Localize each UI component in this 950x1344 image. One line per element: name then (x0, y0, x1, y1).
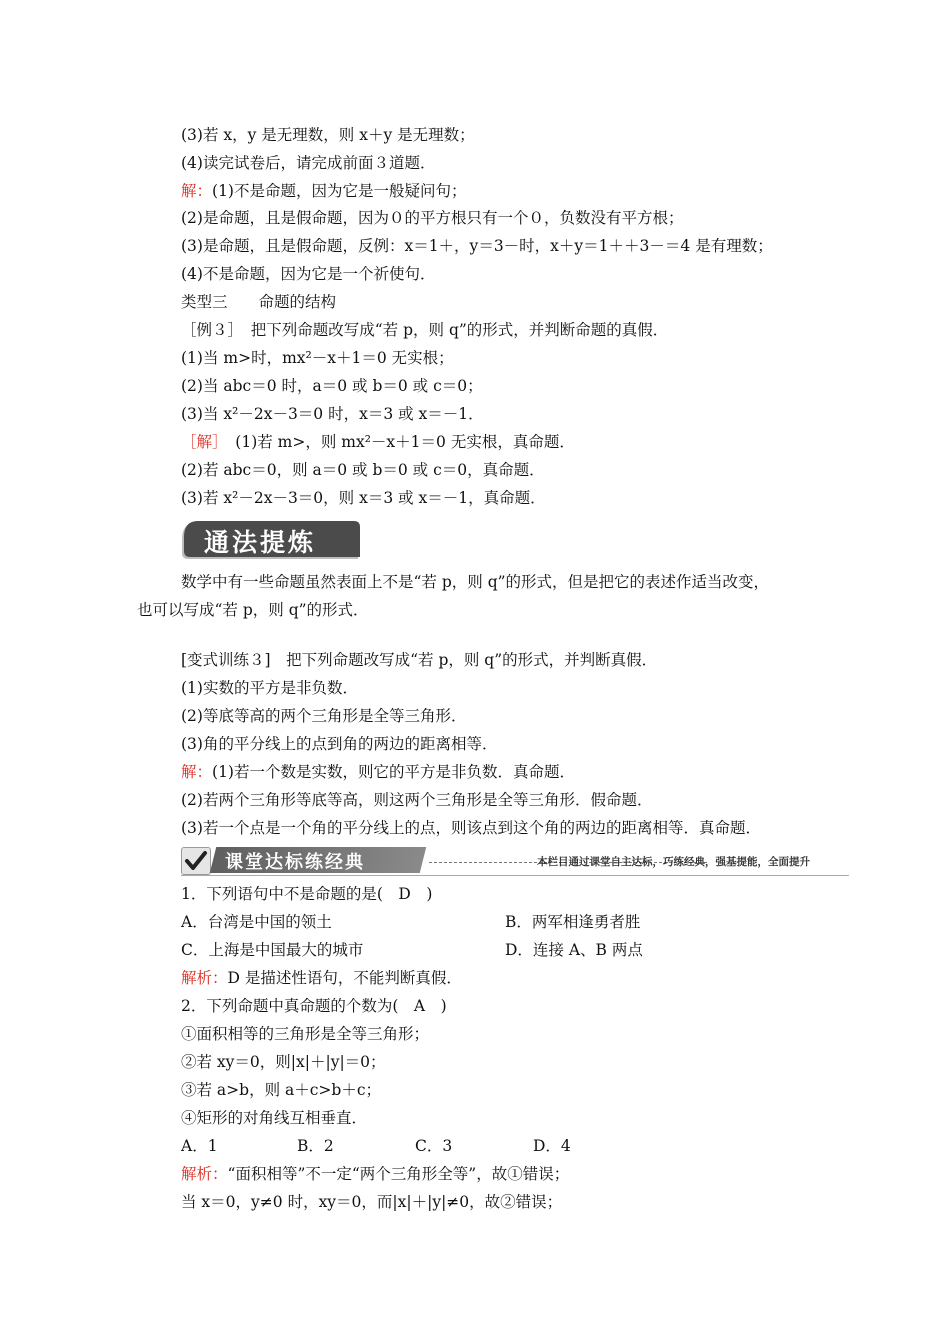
option: C．3 (415, 1137, 453, 1155)
option: B．两军相逢勇者胜 (505, 913, 641, 931)
analysis-label: 解析： (181, 1165, 228, 1183)
badge-title: 通法提炼 (204, 528, 317, 557)
method-badge (182, 519, 360, 563)
text-line: (2)若 abc＝0，则 a＝0 或 b＝0 或 c＝0，真命题． (181, 461, 545, 479)
solution-line (181, 431, 575, 453)
banner-title: 课堂达标练经典 (225, 852, 365, 873)
text-line: (4)不是命题，因为它是一个祈使句． (181, 265, 436, 283)
option: C．上海是中国最大的城市 (181, 941, 364, 959)
solution-label: 解： (181, 182, 213, 200)
text: (1)若 m>，则 mx²－x＋1＝0 无实根，真命题． (235, 433, 575, 451)
text-line: ③若 a>b，则 a＋c>b＋c； (181, 1081, 382, 1099)
option: B．2 (297, 1137, 334, 1155)
text-line: (1)当 m>时，mx²－x＋1＝0 无实根； (181, 349, 454, 367)
section-heading: 类型三 命题的结构 (181, 293, 337, 311)
text: “面积相等”不一定“两个三角形全等”，故①错误； (227, 1165, 570, 1183)
text-line: (3)是命题，且是假命题，反例：x＝1＋，y＝3－时，x＋y＝1＋＋3－＝4 是有理数； (181, 237, 773, 255)
question: 2．下列命题中真命题的个数为( A ) (181, 997, 447, 1015)
text-line: 也可以写成“若 p，则 q”的形式． (137, 601, 369, 619)
text-line: (2)是命题，且是假命题，因为０的平方根只有一个０，负数没有平方根； (181, 209, 684, 227)
analysis-line (181, 1163, 569, 1185)
text-line: 当 x＝0，y≠0 时，xy＝0，而|x|＋|y|≠0，故②错误； (181, 1193, 563, 1211)
text-line: 数学中有一些命题虽然表面上不是“若 p，则 q”的形式，但是把它的表述作适当改变， (181, 573, 770, 591)
text-line: (3)角的平分线上的点到角的两边的距离相等． (181, 735, 498, 753)
text: (1)不是命题，因为它是一般疑问句； (212, 182, 467, 200)
text-line: (2)当 abc＝0 时，a＝0 或 b＝0 或 c＝0； (181, 377, 483, 395)
solution-label: ［解］ (181, 433, 220, 451)
text-line: (3)若 x，y 是无理数，则 x＋y 是无理数； (181, 126, 475, 144)
text-line: (3)若 x²－2x－3＝0，则 x＝3 或 x＝－1，真命题． (181, 489, 546, 507)
text-line: ④矩形的对角线互相垂直． (181, 1109, 368, 1127)
option: A．1 (181, 1137, 218, 1155)
text: (1)若一个数是实数，则它的平方是非负数．真命题． (212, 763, 575, 781)
text-line: (3)若一个点是一个角的平分线上的点，则该点到这个角的两边的距离相等．真命题． (181, 819, 761, 837)
section-banner (181, 845, 849, 877)
text-line: (4)读完试卷后，请完成前面３道题． (181, 154, 436, 172)
option: D．4 (533, 1137, 571, 1155)
text: D 是描述性语句，不能判断真假． (227, 969, 462, 987)
example-title: ［例３］ 把下列命题改写成“若 p，则 q”的形式，并判断命题的真假． (181, 321, 669, 339)
text-line: (3)当 x²－2x－3＝0 时，x＝3 或 x＝－1． (181, 405, 484, 423)
solution-line (181, 761, 575, 783)
question: 1．下列语句中不是命题的是( D ) (181, 885, 433, 903)
text-line: (2)等底等高的两个三角形是全等三角形． (181, 707, 467, 725)
option: D．连接 A、B 两点 (505, 941, 643, 959)
text-line: ①面积相等的三角形是全等三角形； (181, 1025, 430, 1043)
checkmark-icon (181, 847, 211, 875)
text-line: ②若 xy＝0，则|x|＋|y|＝0； (181, 1053, 386, 1071)
text-line: (1)实数的平方是非负数． (181, 679, 358, 697)
solution-label: 解： (181, 763, 213, 781)
banner-note: 本栏目通过课堂自主达标，巧练经典，强基提能，全面提升 (537, 856, 810, 868)
analysis-label: 解析： (181, 969, 228, 987)
exercise-title: [变式训练３] 把下列命题改写成“若 p，则 q”的形式，并判断真假． (181, 651, 658, 669)
analysis-line (181, 967, 462, 989)
text-line: (2)若两个三角形等底等高，则这两个三角形是全等三角形．假命题． (181, 791, 653, 809)
solution-line (181, 180, 466, 202)
option: A．台湾是中国的领土 (181, 913, 332, 931)
divider (181, 875, 849, 876)
